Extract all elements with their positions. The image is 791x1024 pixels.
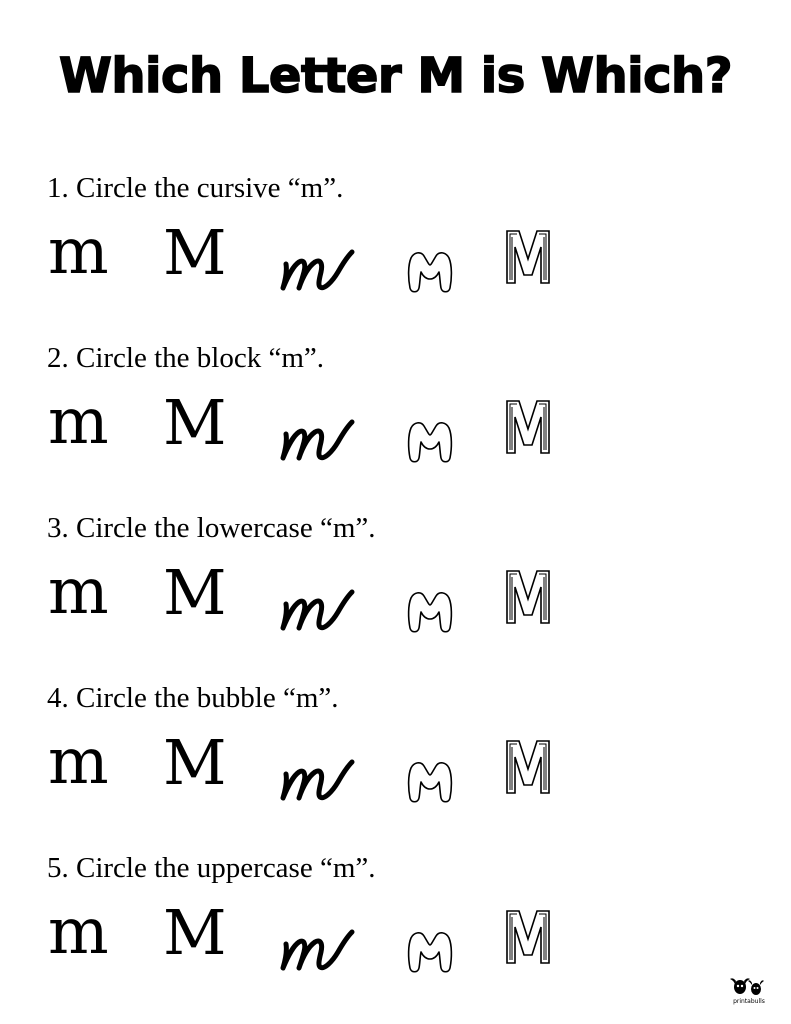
question-prompt: 3. Circle the lowercase “m”. — [47, 512, 376, 544]
choice-bubble-m[interactable] — [405, 394, 455, 464]
choice-outline-m[interactable] — [505, 555, 551, 625]
cursive-m-glyph — [280, 910, 358, 972]
printabulls-logo — [728, 975, 770, 1005]
outline-m-glyph — [505, 569, 551, 625]
choice-serif-lowercase-m[interactable]: m — [48, 215, 109, 289]
choice-bubble-m[interactable] — [405, 904, 455, 974]
cursive-m-glyph — [280, 230, 358, 292]
question-3 — [0, 512, 791, 662]
logo-wordmark: printabulls — [733, 998, 765, 1005]
choice-serif-uppercase-m[interactable]: M — [163, 726, 227, 799]
choice-bubble-m[interactable] — [405, 734, 455, 804]
choice-bubble-m[interactable] — [405, 564, 455, 634]
cursive-m-glyph — [280, 570, 358, 632]
outline-m-glyph — [505, 739, 551, 795]
bubble-m-glyph — [405, 248, 455, 294]
question-5 — [0, 852, 791, 1002]
choice-outline-m[interactable] — [505, 215, 551, 285]
choice-outline-m[interactable] — [505, 895, 551, 965]
question-prompt: 4. Circle the bubble “m”. — [47, 682, 339, 714]
choice-bubble-m[interactable] — [405, 224, 455, 294]
question-4 — [0, 682, 791, 832]
question-2 — [0, 342, 791, 492]
outline-m-glyph — [505, 399, 551, 455]
worksheet-title: Which Letter M is Which? — [58, 48, 733, 104]
cursive-m-glyph — [280, 400, 358, 462]
outline-m-glyph — [505, 229, 551, 285]
choice-serif-lowercase-m[interactable]: m — [48, 725, 109, 799]
choice-outline-m[interactable] — [505, 725, 551, 795]
choice-cursive-m[interactable] — [280, 902, 358, 972]
choice-serif-uppercase-m[interactable]: M — [163, 386, 227, 459]
choice-serif-lowercase-m[interactable]: m — [48, 385, 109, 459]
cursive-m-glyph — [280, 740, 358, 802]
choice-cursive-m[interactable] — [280, 732, 358, 802]
bubble-m-glyph — [405, 758, 455, 804]
question-prompt: 1. Circle the cursive “m”. — [47, 172, 344, 204]
question-prompt: 5. Circle the uppercase “m”. — [47, 852, 376, 884]
question-1 — [0, 172, 791, 322]
choice-serif-uppercase-m[interactable]: M — [163, 556, 227, 629]
bubble-m-glyph — [405, 928, 455, 974]
choice-serif-lowercase-m[interactable]: m — [48, 555, 109, 629]
bubble-m-glyph — [405, 588, 455, 634]
outline-m-glyph — [505, 909, 551, 965]
bubble-m-glyph — [405, 418, 455, 464]
question-prompt: 2. Circle the block “m”. — [47, 342, 325, 374]
choice-outline-m[interactable] — [505, 385, 551, 455]
choice-serif-lowercase-m[interactable]: m — [48, 895, 109, 969]
choice-cursive-m[interactable] — [280, 222, 358, 292]
choice-cursive-m[interactable] — [280, 392, 358, 462]
choice-serif-uppercase-m[interactable]: M — [163, 216, 227, 289]
choice-serif-uppercase-m[interactable]: M — [163, 896, 227, 969]
bull-icon — [728, 975, 770, 997]
choice-cursive-m[interactable] — [280, 562, 358, 632]
